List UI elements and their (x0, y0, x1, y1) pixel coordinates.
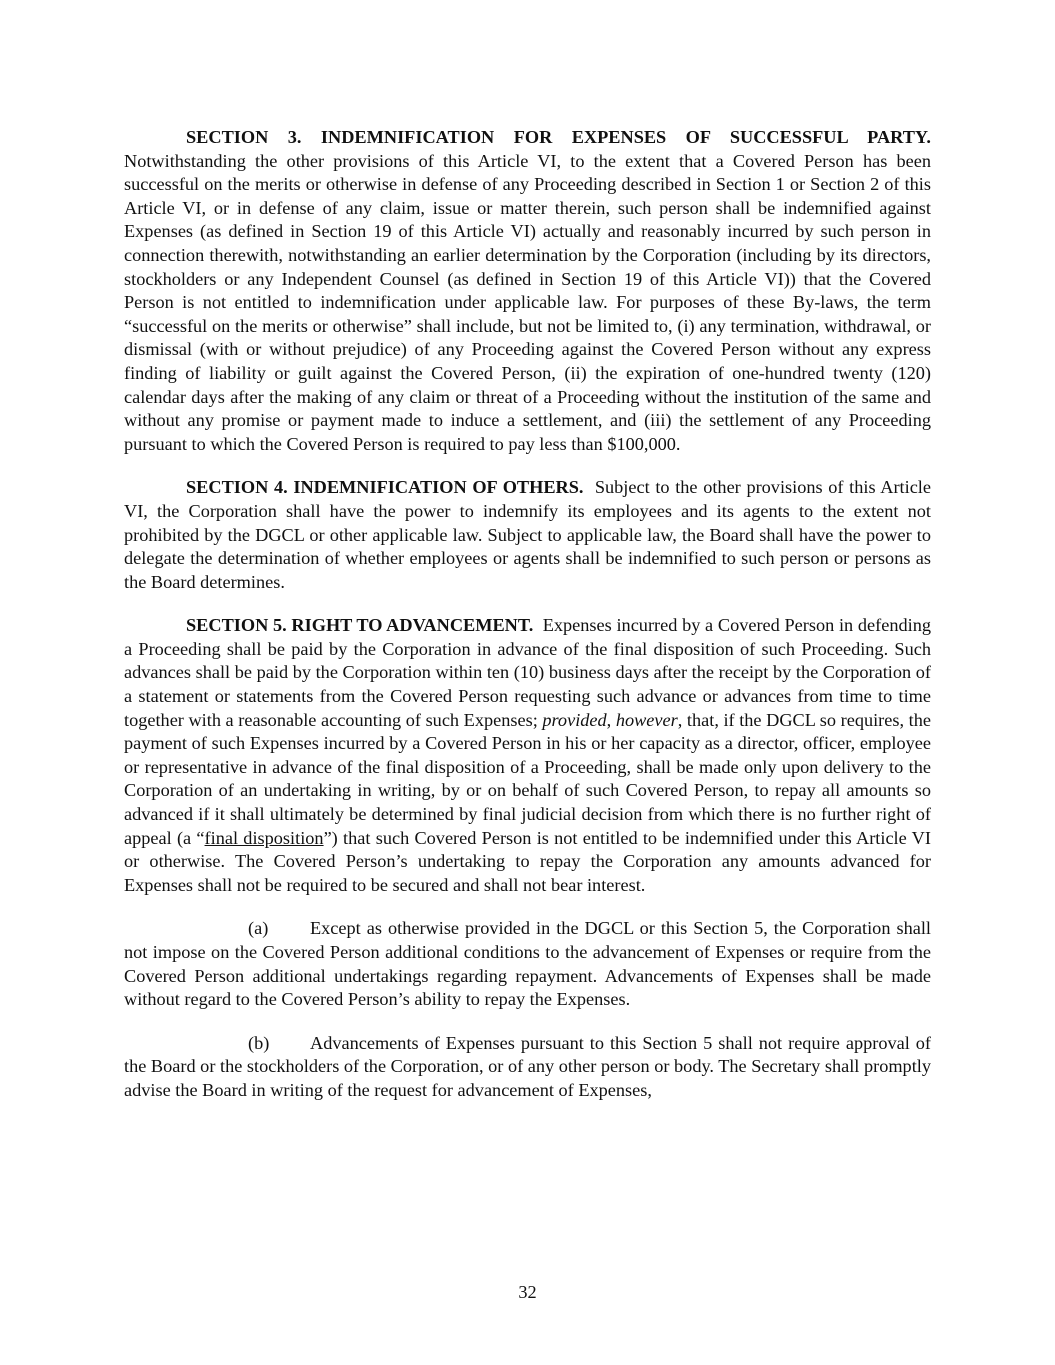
document-body (124, 126, 931, 1103)
subsection-a-text: Except as otherwise provided in the DGCL or this Section 5, the Corporation shall not impose on the Covered Person additional conditions to the advancement of Expenses or require from the Covered Person additional undertakings regarding repayment. Advancements of Expenses shall be made without regard to the Covered Person’s ability to repay the Expenses. (124, 918, 931, 1010)
section-5-heading: SECTION 5. RIGHT TO ADVANCEMENT. (186, 615, 534, 636)
section-5-text-part3: ”) that such Covered Person is not entitled to be indemnified under this Article VI or otherwise. The Covered Person’s undertaking to repay the Corporation any amounts advanced for Expenses shall not be required to be secured and shall not bear interest. (124, 827, 931, 895)
subsection-b-text: Advancements of Expenses pursuant to this Section 5 shall not require approval of the Board or the stockholders of the Corporation, or of any other person or body. The Secretary shall promptly advise the Board in writing of the request for advancement of Expenses, (124, 1032, 931, 1100)
section-4-paragraph (124, 476, 931, 594)
page-number: 32 (518, 1282, 537, 1302)
subsection-b-paragraph (124, 1032, 931, 1103)
section-4-heading: SECTION 4. INDEMNIFICATION OF OTHERS. (186, 477, 584, 498)
section-3-paragraph (124, 126, 931, 456)
provided-term: provided (542, 709, 607, 730)
subsection-b-label: (b) (248, 1032, 270, 1053)
however-term: however (615, 709, 678, 730)
section-3-text: Notwithstanding the other provisions of this Article VI, to the extent that a Covered Person has been successful on the merits or otherwise in defense of any Proceeding described in Section 1 or Section 2 of this Article VI, or in defense of any claim, issue or matter therein, such person shall be indemnified against Expenses (as defined in Section 19 of this Article VI) actually and reasonably incurred by such person in connection therewith, notwithstanding an earlier determination by the Corporation (including by its directors, stockholders or any Independent Counsel (as defined in Section 19 of this Article VI)) that the Covered Person is not entitled to indemnification under applicable law. For purposes of these By-laws, the term “successful on the merits or otherwise” shall include, but not be limited to, (i) any termination, withdrawal, or dismissal (with or without prejudice) of any Proceeding against the Covered Person without any express finding of liability or guilt against the Covered Person, (ii) the expiration of one-hundred twenty (120) calendar days after the making of any claim or threat of a Proceeding without the institution of the same and without any promise or payment made to induce a settlement, and (iii) the settlement of any Proceeding pursuant to which the Covered Person is required to pay less than $100,000. (124, 150, 931, 454)
section-5-text-part2: , that, if the DGCL so requires, the payment of such Expenses incurred by a Covered Person in his or her capacity as a director, officer, employee or representative in advance of the final disposition of a Proceeding, shall be made only upon delivery to the Corporation of an undertaking in writing, by or on behalf of such Covered Person, to repay all amounts so advanced if it shall ultimately be determined by final judicial decision from which there is no further right of appeal (a “ (124, 709, 931, 848)
section-5-paragraph (124, 614, 931, 897)
subsection-a-paragraph (124, 917, 931, 1011)
section-5-text-part1: Expenses incurred by a Covered Person in defending a Proceeding shall be paid by the Corporation in advance of the final disposition of such Proceeding. Such advances shall be paid by the Corporation within ten (10) business days after the receipt by the Corporation of a statement or statements from the Covered Person requesting such advance or advances from time to time together with a reasonable accounting of such Expenses; (124, 615, 932, 730)
subsection-a-label: (a) (248, 918, 269, 939)
provided-comma: , (606, 709, 612, 730)
section-3-heading: SECTION 3. INDEMNIFICATION FOR EXPENSES OF SUCCESSFUL PARTY. (186, 127, 931, 147)
section-4-text: Subject to the other provisions of this Article VI, the Corporation shall have the power to indemnify its employees and its agents to the extent not prohibited by the DGCL or other applicable law. Subject to applicable law, the Board shall have the power to delegate the determination of whether employees or agents shall be indemnified to such person or persons as the Board determines. (124, 477, 932, 592)
final-disposition-term: final disposition (204, 827, 324, 848)
